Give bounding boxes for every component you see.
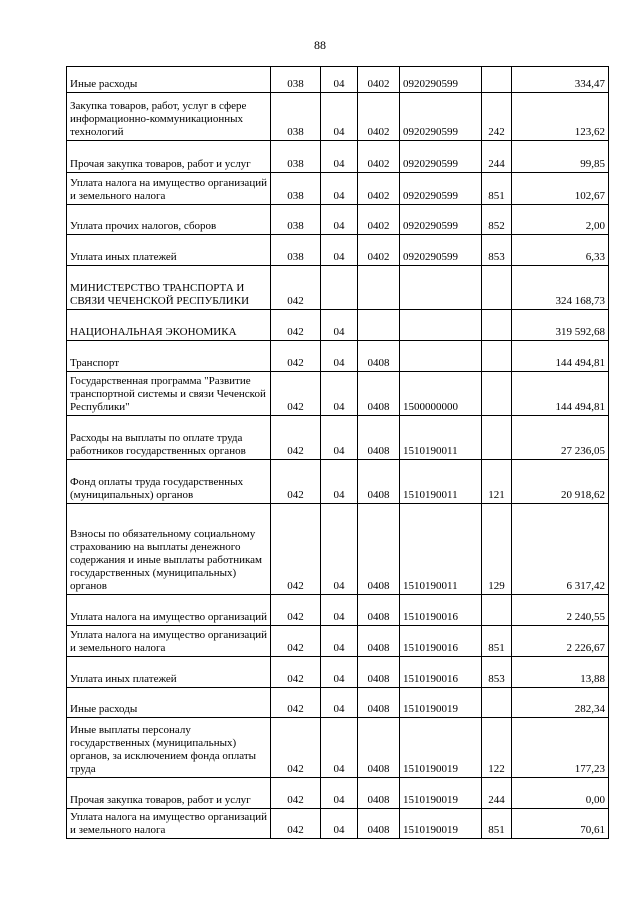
subsection-code-cell: 0408 bbox=[358, 504, 400, 595]
row-name-cell: Расходы на выплаты по оплате труда работников государственных органов bbox=[67, 416, 271, 460]
amount-cell: 20 918,62 bbox=[512, 460, 609, 504]
target-article-cell: 1510190016 bbox=[400, 657, 482, 688]
row-name-cell: Иные расходы bbox=[67, 67, 271, 93]
target-article-cell: 0920290599 bbox=[400, 67, 482, 93]
amount-cell: 123,62 bbox=[512, 93, 609, 141]
amount-cell: 99,85 bbox=[512, 141, 609, 173]
expense-type-cell: 242 bbox=[482, 93, 512, 141]
expense-type-cell bbox=[482, 595, 512, 626]
row-name-cell: Уплата иных платежей bbox=[67, 657, 271, 688]
amount-cell: 2,00 bbox=[512, 205, 609, 235]
table-row bbox=[67, 778, 609, 809]
row-name-cell: Уплата налога на имущество организаций и земельного налога bbox=[67, 809, 271, 839]
section-code-cell: 04 bbox=[321, 718, 358, 778]
target-article-cell: 1500000000 bbox=[400, 372, 482, 416]
section-code-cell: 04 bbox=[321, 141, 358, 173]
amount-cell: 6 317,42 bbox=[512, 504, 609, 595]
expense-type-cell: 851 bbox=[482, 173, 512, 205]
subsection-code-cell: 0408 bbox=[358, 626, 400, 657]
target-article-cell: 1510190016 bbox=[400, 595, 482, 626]
amount-cell: 282,34 bbox=[512, 688, 609, 718]
ministry-code-cell: 042 bbox=[271, 310, 321, 341]
amount-cell: 102,67 bbox=[512, 173, 609, 205]
table-row bbox=[67, 718, 609, 778]
expense-type-cell bbox=[482, 341, 512, 372]
section-code-cell: 04 bbox=[321, 626, 358, 657]
expense-type-cell bbox=[482, 310, 512, 341]
section-code-cell: 04 bbox=[321, 67, 358, 93]
row-name-cell: Иные выплаты персоналу государственных (муниципальных) органов, за исключением фонда оплаты труда bbox=[67, 718, 271, 778]
expense-type-cell: 853 bbox=[482, 235, 512, 266]
subsection-code-cell: 0408 bbox=[358, 460, 400, 504]
table-row bbox=[67, 626, 609, 657]
expense-type-cell: 129 bbox=[482, 504, 512, 595]
amount-cell: 319 592,68 bbox=[512, 310, 609, 341]
table-row bbox=[67, 310, 609, 341]
expense-type-cell: 244 bbox=[482, 778, 512, 809]
subsection-code-cell: 0408 bbox=[358, 372, 400, 416]
row-name-cell: НАЦИОНАЛЬНАЯ ЭКОНОМИКА bbox=[67, 310, 271, 341]
ministry-code-cell: 038 bbox=[271, 205, 321, 235]
subsection-code-cell: 0408 bbox=[358, 595, 400, 626]
section-code-cell: 04 bbox=[321, 205, 358, 235]
subsection-code-cell: 0408 bbox=[358, 416, 400, 460]
section-code-cell: 04 bbox=[321, 372, 358, 416]
target-article-cell: 0920290599 bbox=[400, 141, 482, 173]
amount-cell: 144 494,81 bbox=[512, 372, 609, 416]
subsection-code-cell: 0402 bbox=[358, 235, 400, 266]
expense-type-cell bbox=[482, 266, 512, 310]
target-article-cell: 0920290599 bbox=[400, 235, 482, 266]
section-code-cell: 04 bbox=[321, 235, 358, 266]
ministry-code-cell: 042 bbox=[271, 688, 321, 718]
target-article-cell: 0920290599 bbox=[400, 205, 482, 235]
target-article-cell: 1510190011 bbox=[400, 504, 482, 595]
ministry-code-cell: 042 bbox=[271, 718, 321, 778]
amount-cell: 177,23 bbox=[512, 718, 609, 778]
table-row bbox=[67, 266, 609, 310]
amount-cell: 6,33 bbox=[512, 235, 609, 266]
expense-type-cell: 853 bbox=[482, 657, 512, 688]
row-name-cell: Транспорт bbox=[67, 341, 271, 372]
section-code-cell: 04 bbox=[321, 310, 358, 341]
ministry-code-cell: 042 bbox=[271, 778, 321, 809]
row-name-cell: МИНИСТЕРСТВО ТРАНСПОРТА И СВЯЗИ ЧЕЧЕНСКОЙ РЕСПУБЛИКИ bbox=[67, 266, 271, 310]
expense-type-cell bbox=[482, 416, 512, 460]
amount-cell: 0,00 bbox=[512, 778, 609, 809]
row-name-cell: Уплата прочих налогов, сборов bbox=[67, 205, 271, 235]
target-article-cell: 1510190019 bbox=[400, 688, 482, 718]
row-name-cell: Уплата налога на имущество организаций bbox=[67, 595, 271, 626]
ministry-code-cell: 042 bbox=[271, 266, 321, 310]
section-code-cell: 04 bbox=[321, 173, 358, 205]
table-row bbox=[67, 504, 609, 595]
row-name-cell: Уплата налога на имущество организаций и земельного налога bbox=[67, 173, 271, 205]
ministry-code-cell: 042 bbox=[271, 416, 321, 460]
section-code-cell: 04 bbox=[321, 341, 358, 372]
expense-type-cell bbox=[482, 67, 512, 93]
row-name-cell: Фонд оплаты труда государственных (муниципальных) органов bbox=[67, 460, 271, 504]
expense-type-cell: 244 bbox=[482, 141, 512, 173]
row-name-cell: Уплата иных платежей bbox=[67, 235, 271, 266]
ministry-code-cell: 042 bbox=[271, 372, 321, 416]
subsection-code-cell bbox=[358, 310, 400, 341]
target-article-cell: 1510190019 bbox=[400, 778, 482, 809]
subsection-code-cell: 0408 bbox=[358, 688, 400, 718]
section-code-cell: 04 bbox=[321, 778, 358, 809]
subsection-code-cell: 0402 bbox=[358, 173, 400, 205]
section-code-cell: 04 bbox=[321, 93, 358, 141]
amount-cell: 334,47 bbox=[512, 67, 609, 93]
section-code-cell: 04 bbox=[321, 416, 358, 460]
target-article-cell: 1510190011 bbox=[400, 460, 482, 504]
expense-type-cell bbox=[482, 372, 512, 416]
expense-type-cell: 852 bbox=[482, 205, 512, 235]
amount-cell: 2 240,55 bbox=[512, 595, 609, 626]
row-name-cell: Прочая закупка товаров, работ и услуг bbox=[67, 141, 271, 173]
section-code-cell: 04 bbox=[321, 460, 358, 504]
amount-cell: 2 226,67 bbox=[512, 626, 609, 657]
ministry-code-cell: 042 bbox=[271, 460, 321, 504]
target-article-cell: 1510190019 bbox=[400, 718, 482, 778]
target-article-cell bbox=[400, 341, 482, 372]
table-row bbox=[67, 173, 609, 205]
table-row bbox=[67, 416, 609, 460]
target-article-cell bbox=[400, 310, 482, 341]
table-row bbox=[67, 372, 609, 416]
target-article-cell: 1510190019 bbox=[400, 809, 482, 839]
row-name-cell: Уплата налога на имущество организаций и земельного налога bbox=[67, 626, 271, 657]
subsection-code-cell: 0408 bbox=[358, 657, 400, 688]
ministry-code-cell: 042 bbox=[271, 809, 321, 839]
expense-type-cell bbox=[482, 688, 512, 718]
section-code-cell bbox=[321, 266, 358, 310]
table-row bbox=[67, 688, 609, 718]
table-row bbox=[67, 809, 609, 839]
table-row bbox=[67, 657, 609, 688]
table-row bbox=[67, 235, 609, 266]
subsection-code-cell: 0402 bbox=[358, 93, 400, 141]
table-row bbox=[67, 93, 609, 141]
ministry-code-cell: 042 bbox=[271, 341, 321, 372]
section-code-cell: 04 bbox=[321, 595, 358, 626]
amount-cell: 27 236,05 bbox=[512, 416, 609, 460]
ministry-code-cell: 038 bbox=[271, 235, 321, 266]
section-code-cell: 04 bbox=[321, 657, 358, 688]
expense-type-cell: 122 bbox=[482, 718, 512, 778]
ministry-code-cell: 042 bbox=[271, 626, 321, 657]
subsection-code-cell: 0408 bbox=[358, 341, 400, 372]
table-row bbox=[67, 205, 609, 235]
page-number: 88 bbox=[314, 38, 326, 52]
table-row bbox=[67, 141, 609, 173]
expense-type-cell: 851 bbox=[482, 626, 512, 657]
section-code-cell: 04 bbox=[321, 504, 358, 595]
expense-type-cell: 851 bbox=[482, 809, 512, 839]
ministry-code-cell: 042 bbox=[271, 657, 321, 688]
target-article-cell bbox=[400, 266, 482, 310]
ministry-code-cell: 038 bbox=[271, 67, 321, 93]
target-article-cell: 1510190016 bbox=[400, 626, 482, 657]
budget-table-body bbox=[67, 67, 609, 839]
ministry-code-cell: 038 bbox=[271, 141, 321, 173]
subsection-code-cell: 0408 bbox=[358, 718, 400, 778]
ministry-code-cell: 038 bbox=[271, 93, 321, 141]
ministry-code-cell: 042 bbox=[271, 504, 321, 595]
section-code-cell: 04 bbox=[321, 688, 358, 718]
subsection-code-cell: 0402 bbox=[358, 141, 400, 173]
subsection-code-cell: 0402 bbox=[358, 67, 400, 93]
row-name-cell: Государственная программа "Развитие транспортной системы и связи Чеченской Республики" bbox=[67, 372, 271, 416]
table-row bbox=[67, 595, 609, 626]
table-row bbox=[67, 460, 609, 504]
row-name-cell: Взносы по обязательному социальному страхованию на выплаты денежного содержания и иные выплаты работникам государственных (муниципальных) органов bbox=[67, 504, 271, 595]
target-article-cell: 1510190011 bbox=[400, 416, 482, 460]
row-name-cell: Иные расходы bbox=[67, 688, 271, 718]
amount-cell: 144 494,81 bbox=[512, 341, 609, 372]
amount-cell: 70,61 bbox=[512, 809, 609, 839]
subsection-code-cell: 0408 bbox=[358, 778, 400, 809]
subsection-code-cell: 0408 bbox=[358, 809, 400, 839]
expense-type-cell: 121 bbox=[482, 460, 512, 504]
target-article-cell: 0920290599 bbox=[400, 173, 482, 205]
row-name-cell: Прочая закупка товаров, работ и услуг bbox=[67, 778, 271, 809]
budget-table bbox=[66, 66, 609, 839]
table-row bbox=[67, 341, 609, 372]
row-name-cell: Закупка товаров, работ, услуг в сфере информационно-коммуникационных технологий bbox=[67, 93, 271, 141]
table-row bbox=[67, 67, 609, 93]
section-code-cell: 04 bbox=[321, 809, 358, 839]
ministry-code-cell: 038 bbox=[271, 173, 321, 205]
subsection-code-cell bbox=[358, 266, 400, 310]
ministry-code-cell: 042 bbox=[271, 595, 321, 626]
amount-cell: 324 168,73 bbox=[512, 266, 609, 310]
amount-cell: 13,88 bbox=[512, 657, 609, 688]
subsection-code-cell: 0402 bbox=[358, 205, 400, 235]
target-article-cell: 0920290599 bbox=[400, 93, 482, 141]
